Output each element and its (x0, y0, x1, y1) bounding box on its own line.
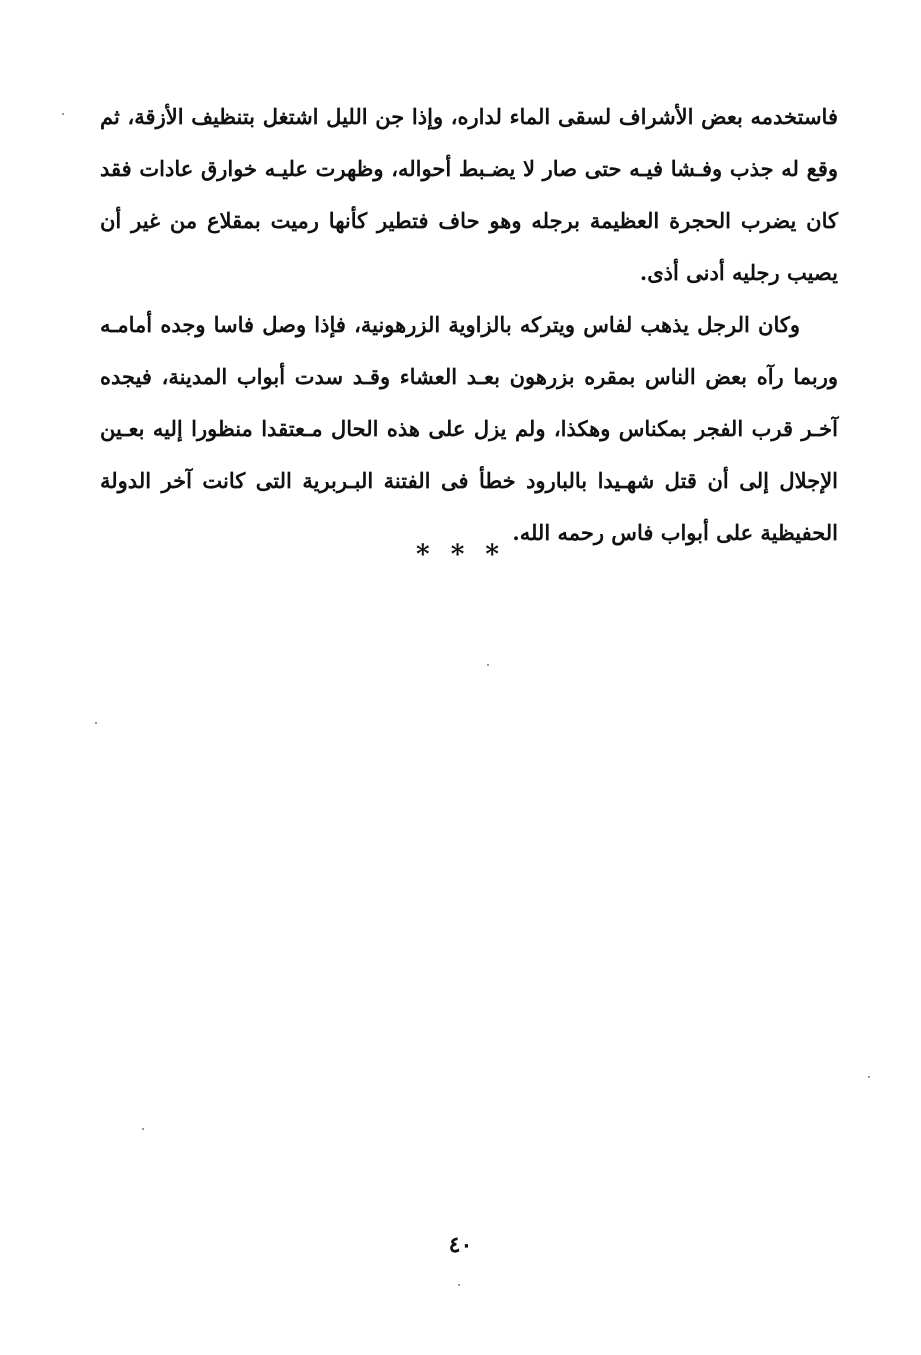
scan-speck (868, 1076, 870, 1078)
paragraph-1: فاستخدمه بعض الأشراف لسقى الماء لداره، وإذا جن الليل اشتغل بتنظيف الأزقة، ثم وقع له جذب وفـشا فيـه حتى صار لا يضـبط أحواله، وظهرت عليـه خوارق عادات فقد كان يضرب الحجرة العظيمة برجله وهو حاف فتطير كأنها رميت بمقلاع من غير أن يصيب رجليه أدنى أذى. (100, 104, 838, 285)
scan-speck (95, 722, 97, 724)
page-number: ٤٠ (448, 1232, 473, 1258)
scan-speck (62, 113, 64, 115)
scan-speck (142, 1128, 144, 1130)
scan-speck (458, 1284, 460, 1286)
paragraph-2: وكان الرجل يذهب لفاس ويتركه بالزاوية الزرهونية، فإذا وصل فاسا وجده أمامـه وربما رآه بعض الناس بمقره بزرهون بعـد العشاء وقـد سدت أبواب المدينة، فيجده آخـر قرب الفجر بمكناس وهكذا، ولم يزل على هذه الحال مـعتقدا منظورا إليه بعـين الإجلال إلى أن قتل شهـيدا بالبارود خطأ فى الفتنة البـربرية التى كانت آخر الدولة الحفيظية على أبواب فاس رحمه الله. (100, 312, 838, 545)
section-separator: * * * (416, 540, 505, 570)
scan-speck (487, 664, 489, 666)
